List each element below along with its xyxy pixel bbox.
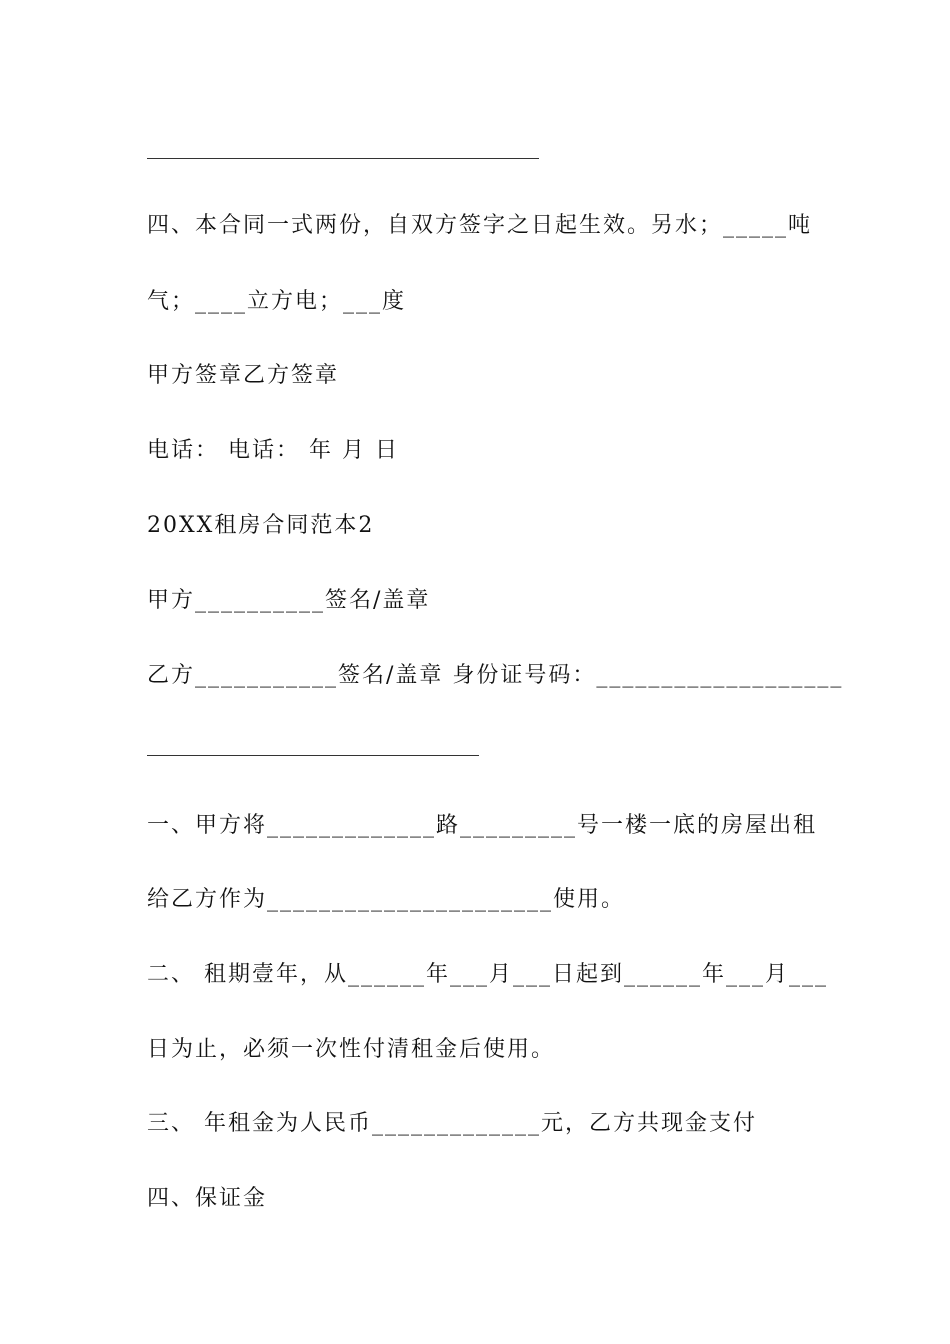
clause-1-usage: 给乙方作为______________________使用。 [147,887,626,912]
clause-1-premises: 一、甲方将_____________路_________号一楼一底的房屋出租 [147,813,818,838]
party-b-signature-id: 乙方___________签名/盖章 身份证号码：___________________ [147,663,844,688]
phone-date-line: 电话： 电话： 年 月 日 [147,438,399,463]
clause-2-payment: 日为止，必须一次性付清租金后使用。 [147,1037,556,1062]
utility-readings: 气；____立方电；___度 [147,289,407,314]
blank-underline-top [147,158,539,159]
signature-labels: 甲方签章乙方签章 [147,363,340,388]
clause-2-term: 二、 租期壹年，从______年___月___日起到______年___月___ [147,962,828,987]
party-a-signature: 甲方__________签名/盖章 [147,588,431,613]
contract-template-title: 20XX租房合同范本2 [147,513,375,538]
clause-3-rent: 三、 年租金为人民币_____________元，乙方共现金支付 [147,1111,757,1136]
clause-4-validity: 四、本合同一式两份，自双方签字之日起生效。另水；_____吨 [147,213,813,238]
clause-4-deposit: 四、保证金 [147,1186,268,1211]
blank-underline-middle [147,755,479,756]
